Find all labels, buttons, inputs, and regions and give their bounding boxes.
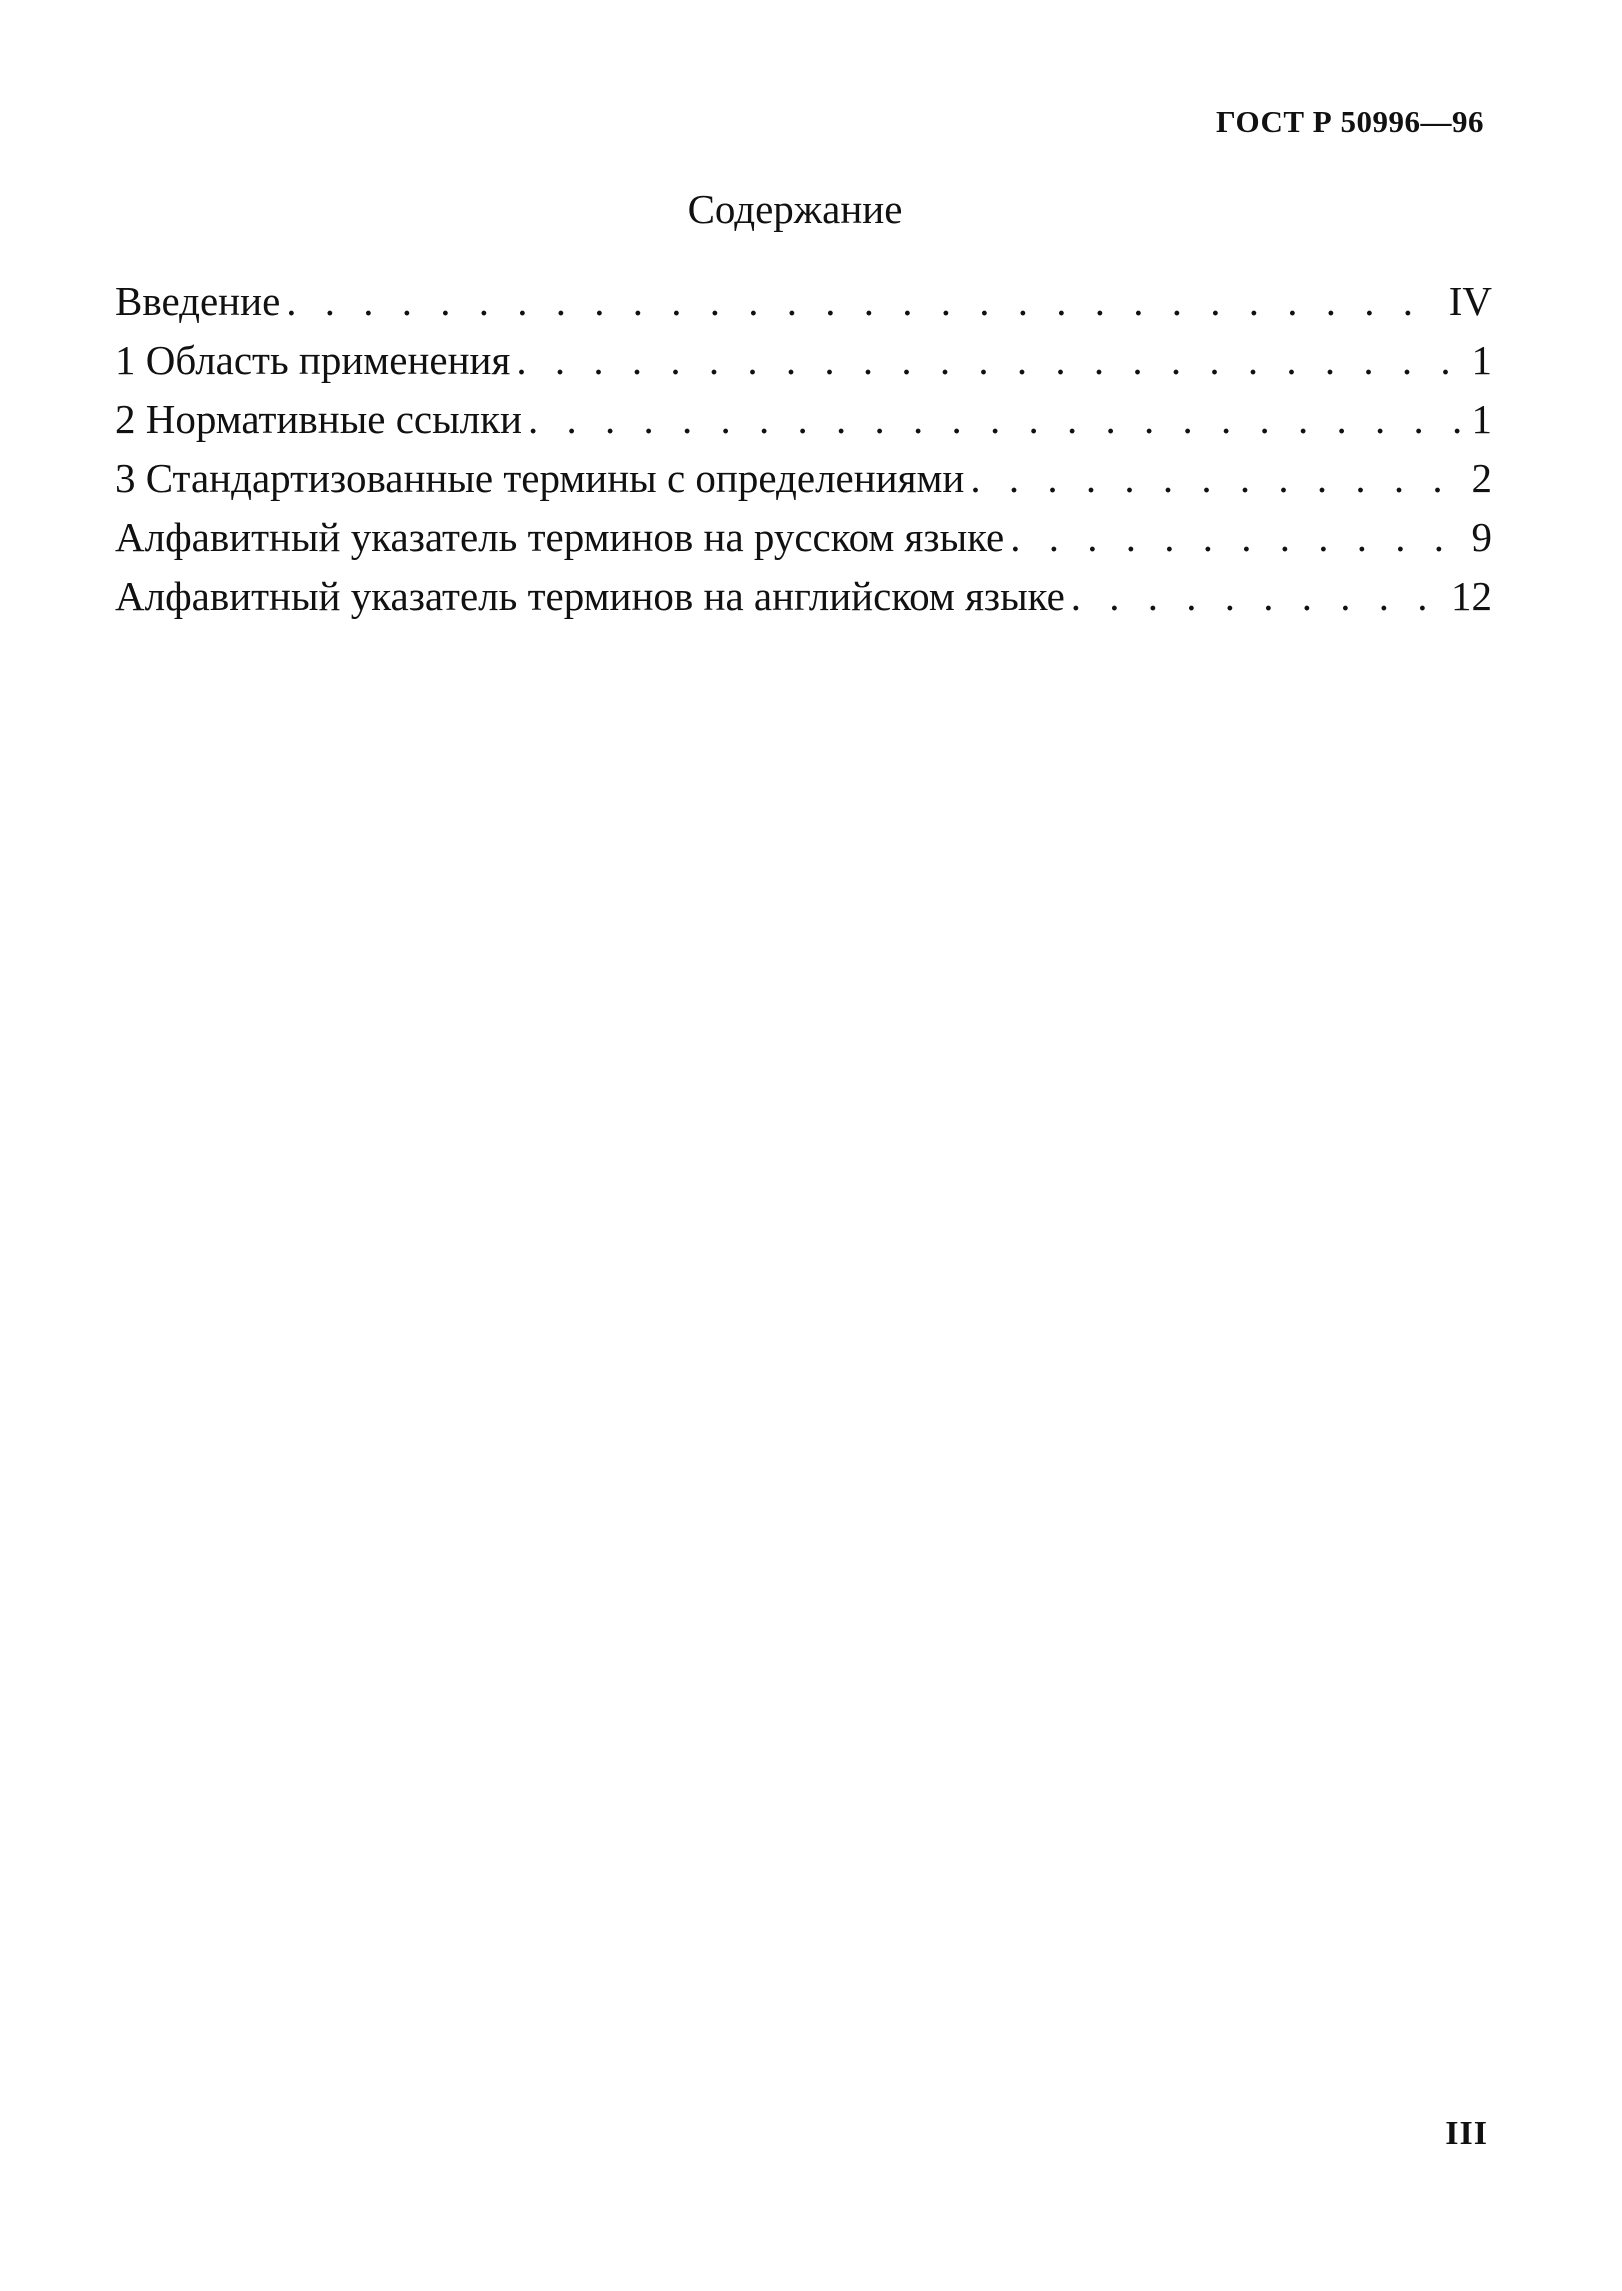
toc-entry-normative-references[interactable] [115, 390, 1492, 449]
toc-entry-label: Алфавитный указатель терминов на русском языке [115, 514, 1005, 560]
page-number: III [1445, 2115, 1488, 2152]
toc-entry-page: 9 [1471, 514, 1492, 560]
dot-leader [516, 331, 1465, 390]
toc-entry-label: 2 Нормативные ссылки [115, 396, 522, 442]
dot-leader [286, 272, 1442, 331]
toc-entry-label: Введение [115, 278, 281, 324]
toc-entry-scope[interactable] [115, 331, 1492, 390]
toc-entry-standardized-terms[interactable] [115, 449, 1492, 508]
toc-entry-page: IV [1448, 278, 1492, 324]
toc-entry-page: 1 [1471, 396, 1492, 442]
toc-entry-page: 1 [1471, 337, 1492, 383]
toc-entry-page: 12 [1451, 573, 1492, 619]
toc-entry-label: 1 Область применения [115, 337, 511, 383]
toc-entry-page: 2 [1471, 455, 1492, 501]
dot-leader [970, 449, 1465, 508]
dot-leader [528, 390, 1466, 449]
dot-leader [1071, 567, 1445, 626]
toc-entry-russian-index[interactable] [115, 508, 1492, 567]
toc-entry-label: Алфавитный указатель терминов на английском языке [115, 573, 1065, 619]
toc-entry-english-index[interactable] [115, 567, 1492, 626]
document-code: ГОСТ Р 50996—96 [1216, 104, 1484, 139]
toc-entry-introduction[interactable] [115, 272, 1492, 331]
dot-leader [1010, 508, 1465, 567]
contents-title: Содержание [687, 186, 903, 232]
toc-entry-label: 3 Стандартизованные термины с определениями [115, 455, 965, 501]
table-of-contents [115, 272, 1492, 626]
